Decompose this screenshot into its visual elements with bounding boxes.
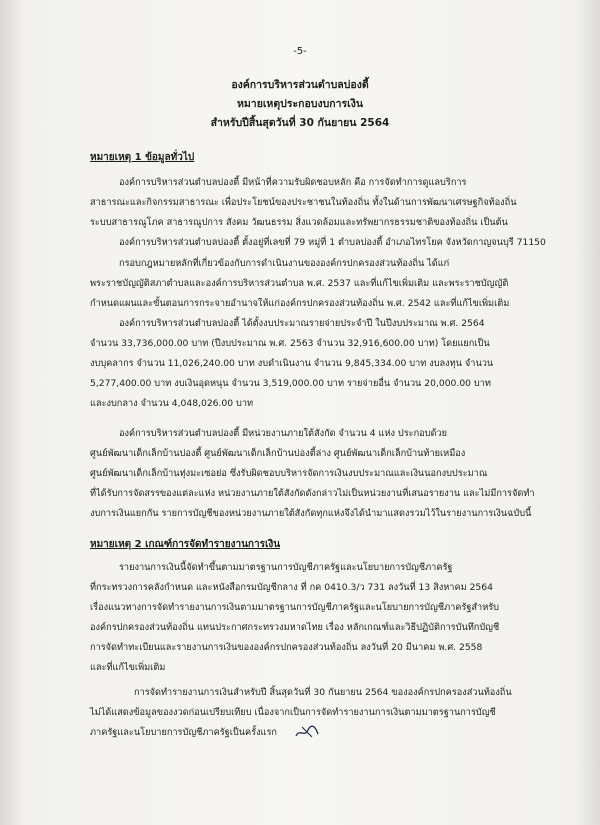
note1-line: งบการเงินแยกกัน รายการบัญชีของหน่วยงานภายใต้สังกัดทุกแห่งจึงได้นำมาแสดงรวมไว้ในรายงานการเงินฉบับนี้ xyxy=(90,508,532,519)
note1-line: องค์การบริหารส่วนตำบลบ่องตี้ มีหน้าที่ความรับผิดชอบหลัก คือ การจัดทำการดูแลบริการ xyxy=(119,177,467,188)
note1-line: กำหนดแผนและขั้นตอนการกระจายอำนาจให้แก่องค์กรปกครองส่วนท้องถิ่น พ.ศ. 2542 และที่แก้ไขเพิ่มเติม xyxy=(90,298,510,309)
note1-line: จำนวน 33,736,000.00 บาท (ปีงบประมาณ พ.ศ. 2563 จำนวน 32,916,600.00 บาท) โดยแยกเป็น xyxy=(90,338,490,349)
note1-line: สาธารณะและกิจกรรมสาธารณะ เพื่อประโยชน์ของประชาชนในท้องถิ่น ทั้งในด้านการพัฒนาเศรษฐกิจท้องถิ่น xyxy=(90,197,517,208)
note2-heading: หมายเหตุ 2 เกณฑ์การจัดทำรายงานการเงิน xyxy=(90,539,281,550)
note1-line: กรอบกฎหมายหลักที่เกี่ยวข้องกับการดำเนินงานขององค์กรปกครองส่วนท้องถิ่น ได้แก่ xyxy=(119,258,450,269)
note2-line: เรื่องแนวทางการจัดทำรายงานการเงินตามมาตรฐานการบัญชีภาครัฐและนโยบายการบัญชีภาครัฐสำหรับ xyxy=(90,602,500,613)
initial-signature-mark xyxy=(294,724,320,740)
note2-line: ไม่ได้แสดงข้อมูลของงวดก่อนเปรียบเทียบ เนื่องจากเป็นการจัดทำรายงานการเงินตามมาตรฐานการบัญชี xyxy=(90,707,496,718)
note1-line: ศูนย์พัฒนาเด็กเล็กบ้านบ่องตี้ ศูนย์พัฒนาเด็กเล็กบ้านบ่องตี้ล่าง ศูนย์พัฒนาเด็กเล็กบ้านท้ายเหมือง xyxy=(90,448,466,459)
note1-line: ระบบสาธารณูโภค สาธารณูปการ สังคม วัฒนธรรม สิ่งแวดล้อมและทรัพยากรธรรมชาติของท้องถิ่น เป็นต้น xyxy=(90,217,508,228)
note1-line: งบบุคลากร จำนวน 11,026,240.00 บาท งบดำเนินงาน จำนวน 9,845,334.00 บาท งบลงทุน จำนวน xyxy=(90,358,494,369)
note2-line: การจัดทำทะเบียนและรายงานการเงินขององค์กรปกครองส่วนท้องถิ่น ลงวันที่ 20 มีนาคม พ.ศ. 2558 xyxy=(90,642,483,653)
note1-line: องค์การบริหารส่วนตำบลบ่องตี้ ตั้งอยู่ที่เลขที่ 79 หมู่ที่ 1 ตำบลบ่องตี้ อำเภอไทรโยค จังหวัดกาญจนบุรี 71150 xyxy=(119,237,546,248)
page-number: -5- xyxy=(293,46,307,57)
note1-heading: หมายเหตุ 1 ข้อมูลทั่วไป xyxy=(90,152,195,163)
note2-line: การจัดทำรายงานการเงินสำหรับปี สิ้นสุดวันที่ 30 กันยายน 2564 ขององค์กรปกครองส่วนท้องถิ่น xyxy=(134,687,512,698)
document-title-block xyxy=(0,76,600,133)
note1-line: องค์การบริหารส่วนตำบลบ่องตี้ ได้ตั้งงบประมาณรายจ่ายประจำปี ในปีงบประมาณ พ.ศ. 2564 xyxy=(119,318,485,329)
note1-line: 5,277,400.00 บาท งบเงินอุดหนุน จำนวน 3,519,000.00 บาท รายจ่ายอื่น จำนวน 20,000.00 บาท xyxy=(90,378,491,389)
title-period: สำหรับปีสิ้นสุดวันที่ 30 กันยายน 2564 xyxy=(210,117,390,129)
note2-line: องค์กรปกครองส่วนท้องถิ่น แทนประกาศกระทรวงมหาดไทย เรื่อง หลักเกณฑ์และวิธีปฏิบัติการบันทึกบัญชี xyxy=(90,622,500,633)
note1-line: องค์การบริหารส่วนตำบลบ่องตี้ มีหน่วยงานภายใต้สังกัด จำนวน 4 แห่ง ประกอบด้วย xyxy=(119,428,447,439)
note2-line: และที่แก้ไขเพิ่มเติม xyxy=(90,662,166,673)
note1-line: พระราชบัญญัติสภาตำบลและองค์การบริหารส่วนตำบล พ.ศ. 2537 และที่แก้ไขเพิ่มเติม และพระราชบัญญัติ xyxy=(90,278,509,289)
title-notes: หมายเหตุประกอบงบการเงิน xyxy=(236,98,364,110)
note2-line: ภาครัฐและนโยบายการบัญชีภาครัฐเป็นครั้งแรก xyxy=(90,727,277,738)
note2-line: ที่กระทรวงการคลังกำหนด และหนังสือกรมบัญชีกลาง ที่ กค 0410.3/ว 731 ลงวันที่ 13 สิงหาคม 2564 xyxy=(90,582,493,593)
title-organization: องค์การบริหารส่วนตำบลบ่องตี้ xyxy=(231,79,369,91)
note1-line: และงบกลาง จำนวน 4,048,026.00 บาท xyxy=(90,398,254,409)
note1-line: ที่ได้รับการจัดสรรของแต่ละแห่ง หน่วยงานภายใต้สังกัดดังกล่าวไม่เป็นหน่วยงานที่เสนอรายงาน และไม่มีการจัดทำ xyxy=(90,488,535,499)
note2-line: รายงานการเงินนี้จัดทำขึ้นตามมาตรฐานการบัญชีภาครัฐและนโยบายการบัญชีภาครัฐ xyxy=(119,562,453,573)
note1-line: ศูนย์พัฒนาเด็กเล็กบ้านทุ่งมะเซอย่อ ซึ่งรับผิดชอบบริหารจัดการเงินงบประมาณและเงินนอกงบประมาณ xyxy=(90,468,488,479)
